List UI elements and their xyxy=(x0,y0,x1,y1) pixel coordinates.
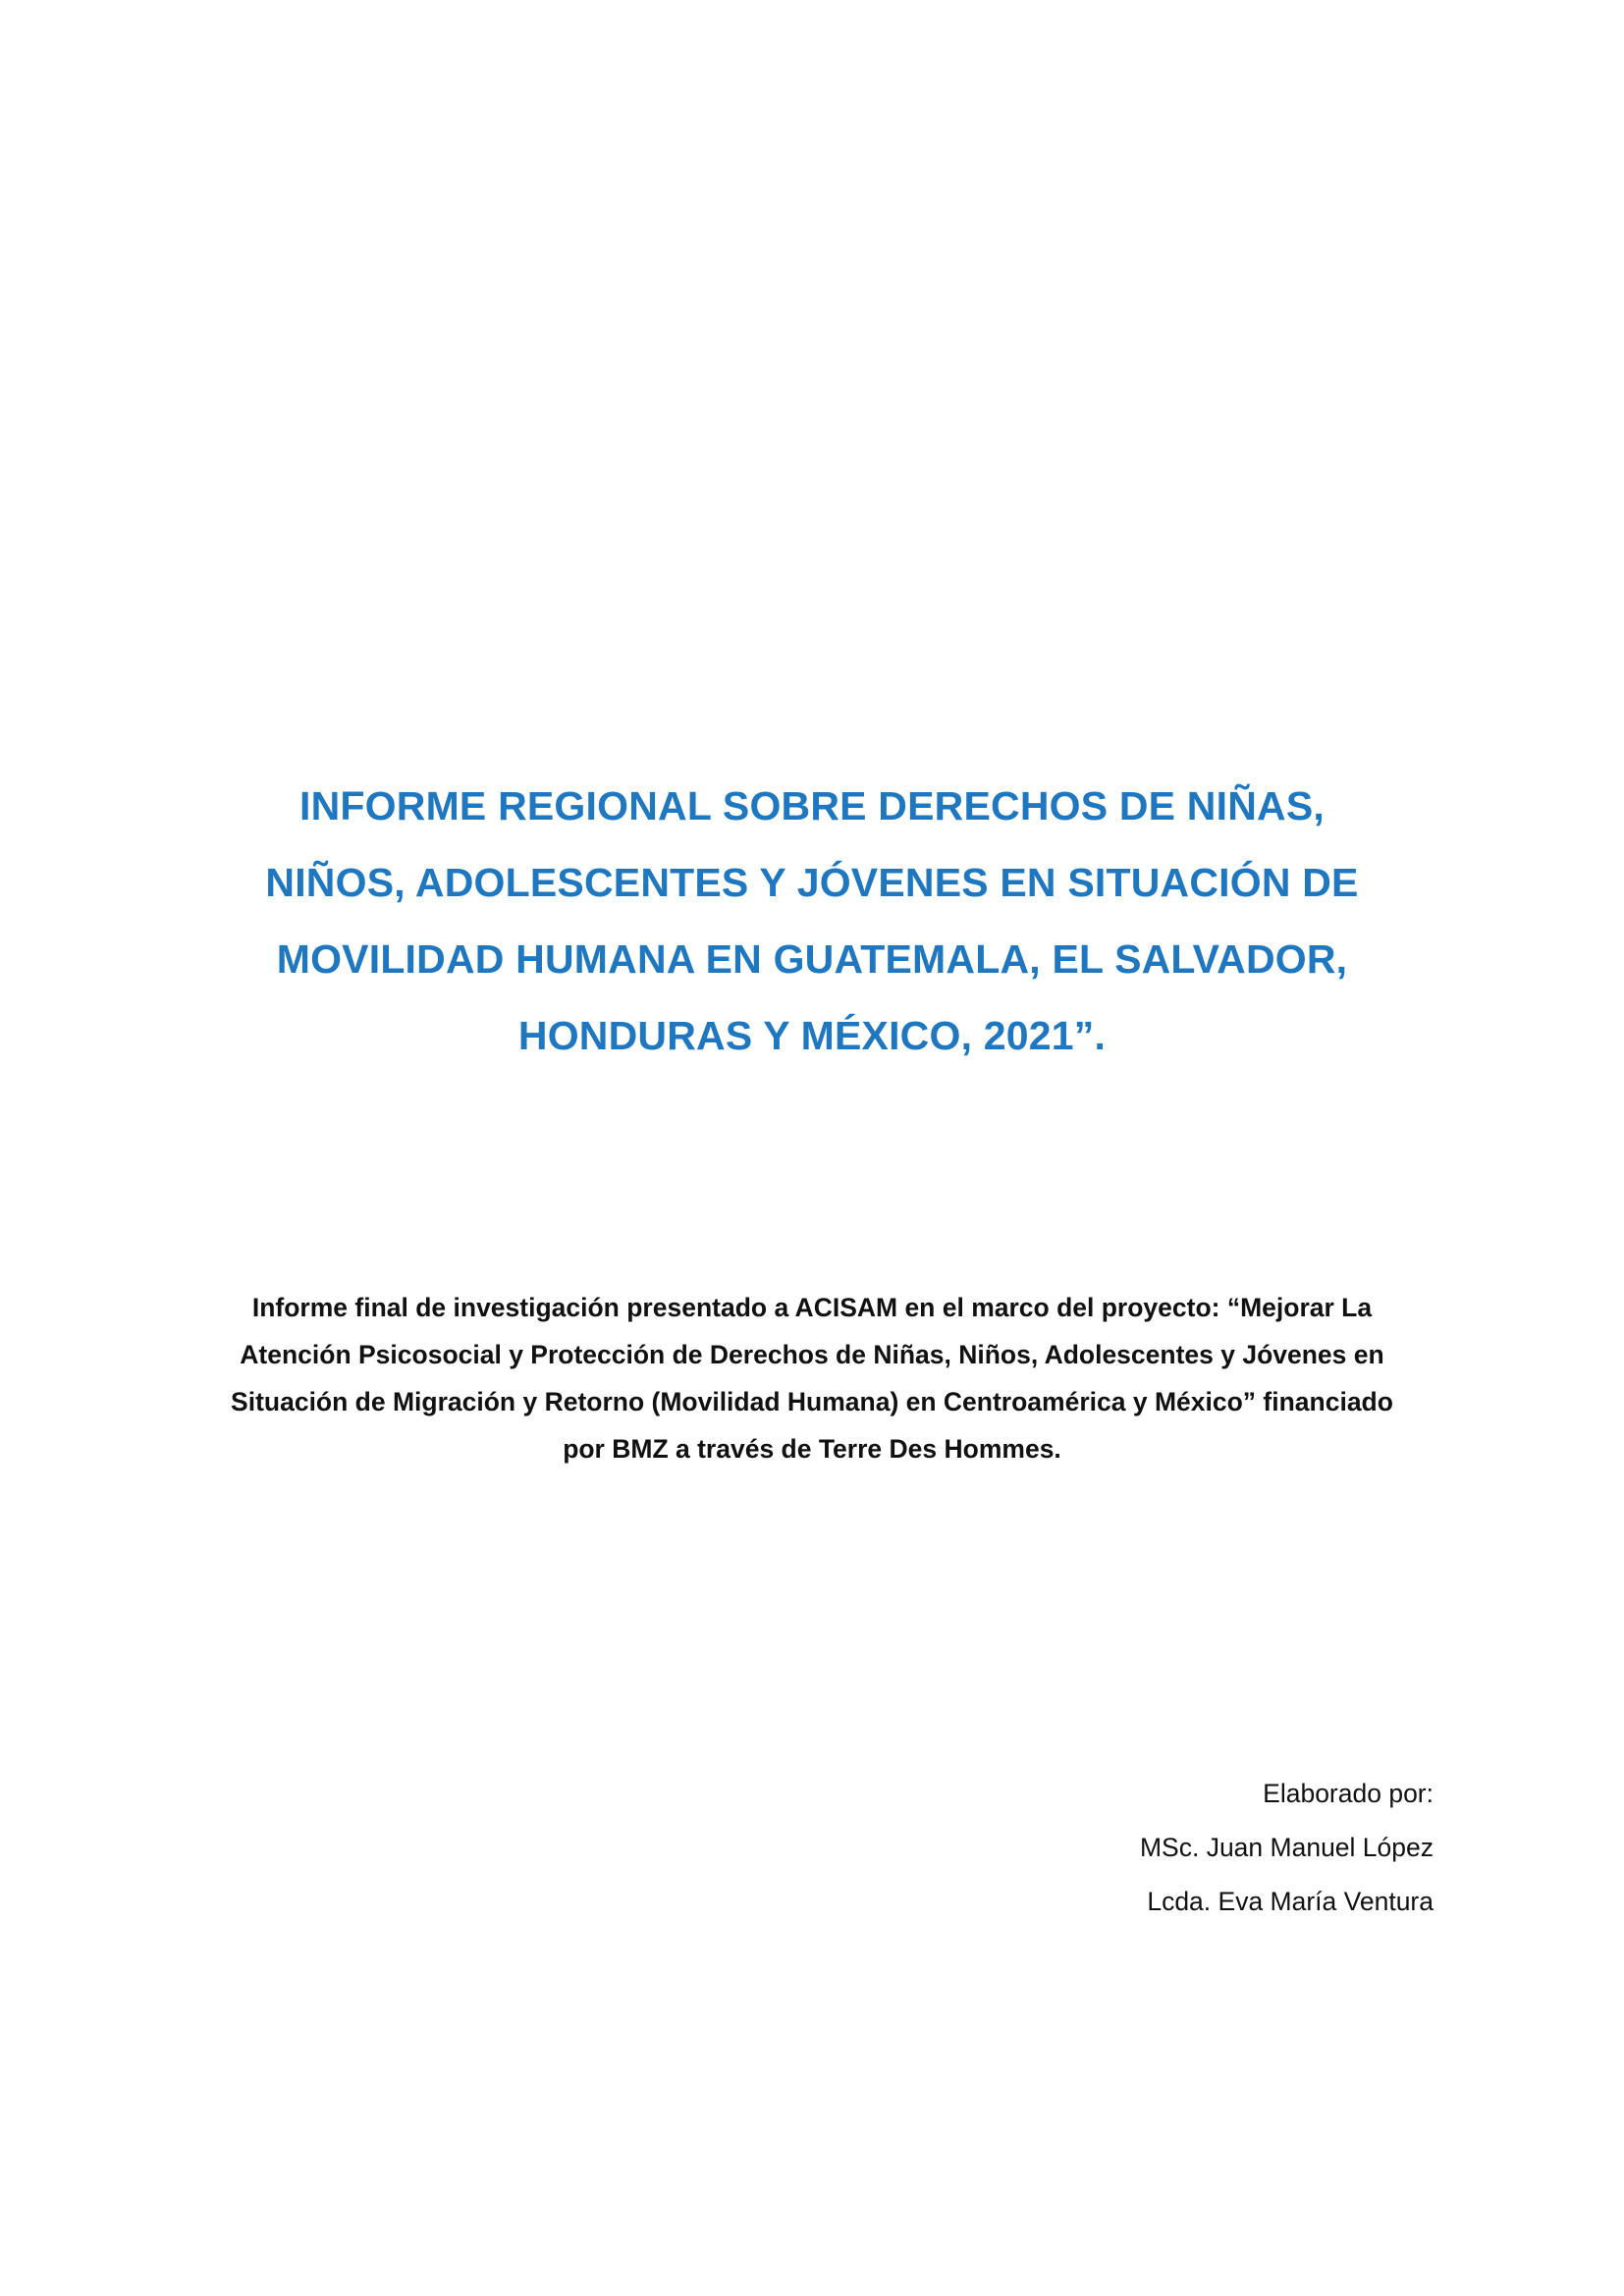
title-line-1: INFORME REGIONAL SOBRE DERECHOS DE NIÑAS, xyxy=(299,783,1325,828)
title-line-3: MOVILIDAD HUMANA EN GUATEMALA, EL SALVADOR, xyxy=(276,936,1348,982)
title-line-4: HONDURAS Y MÉXICO, 2021”. xyxy=(517,1013,1107,1058)
author-2: Lcda. Eva María Ventura xyxy=(1147,1887,1434,1916)
subtitle-line-3: Situación de Migración y Retorno (Movilidad Humana) en Centroamérica y México” financiado xyxy=(231,1387,1393,1416)
subtitle-line-4: por BMZ a través de Terre Des Hommes. xyxy=(563,1434,1061,1464)
credits-label: Elaborado por: xyxy=(1263,1779,1434,1808)
subtitle-line-1: Informe final de investigación presentado a ACISAM en el marco del proyecto: “Mejorar La xyxy=(251,1293,1373,1322)
title-line-2: NIÑOS, ADOLESCENTES Y JÓVENES EN SITUACIÓN DE xyxy=(265,860,1359,905)
author-1: MSc. Juan Manuel López xyxy=(1139,1833,1434,1862)
document-title xyxy=(196,768,1428,1074)
credits xyxy=(1140,1767,1434,1929)
subtitle-line-2: Atención Psicosocial y Protección de Derechos de Niñas, Niños, Adolescentes y Jóvenes en xyxy=(240,1340,1384,1369)
document-subtitle xyxy=(196,1284,1428,1472)
